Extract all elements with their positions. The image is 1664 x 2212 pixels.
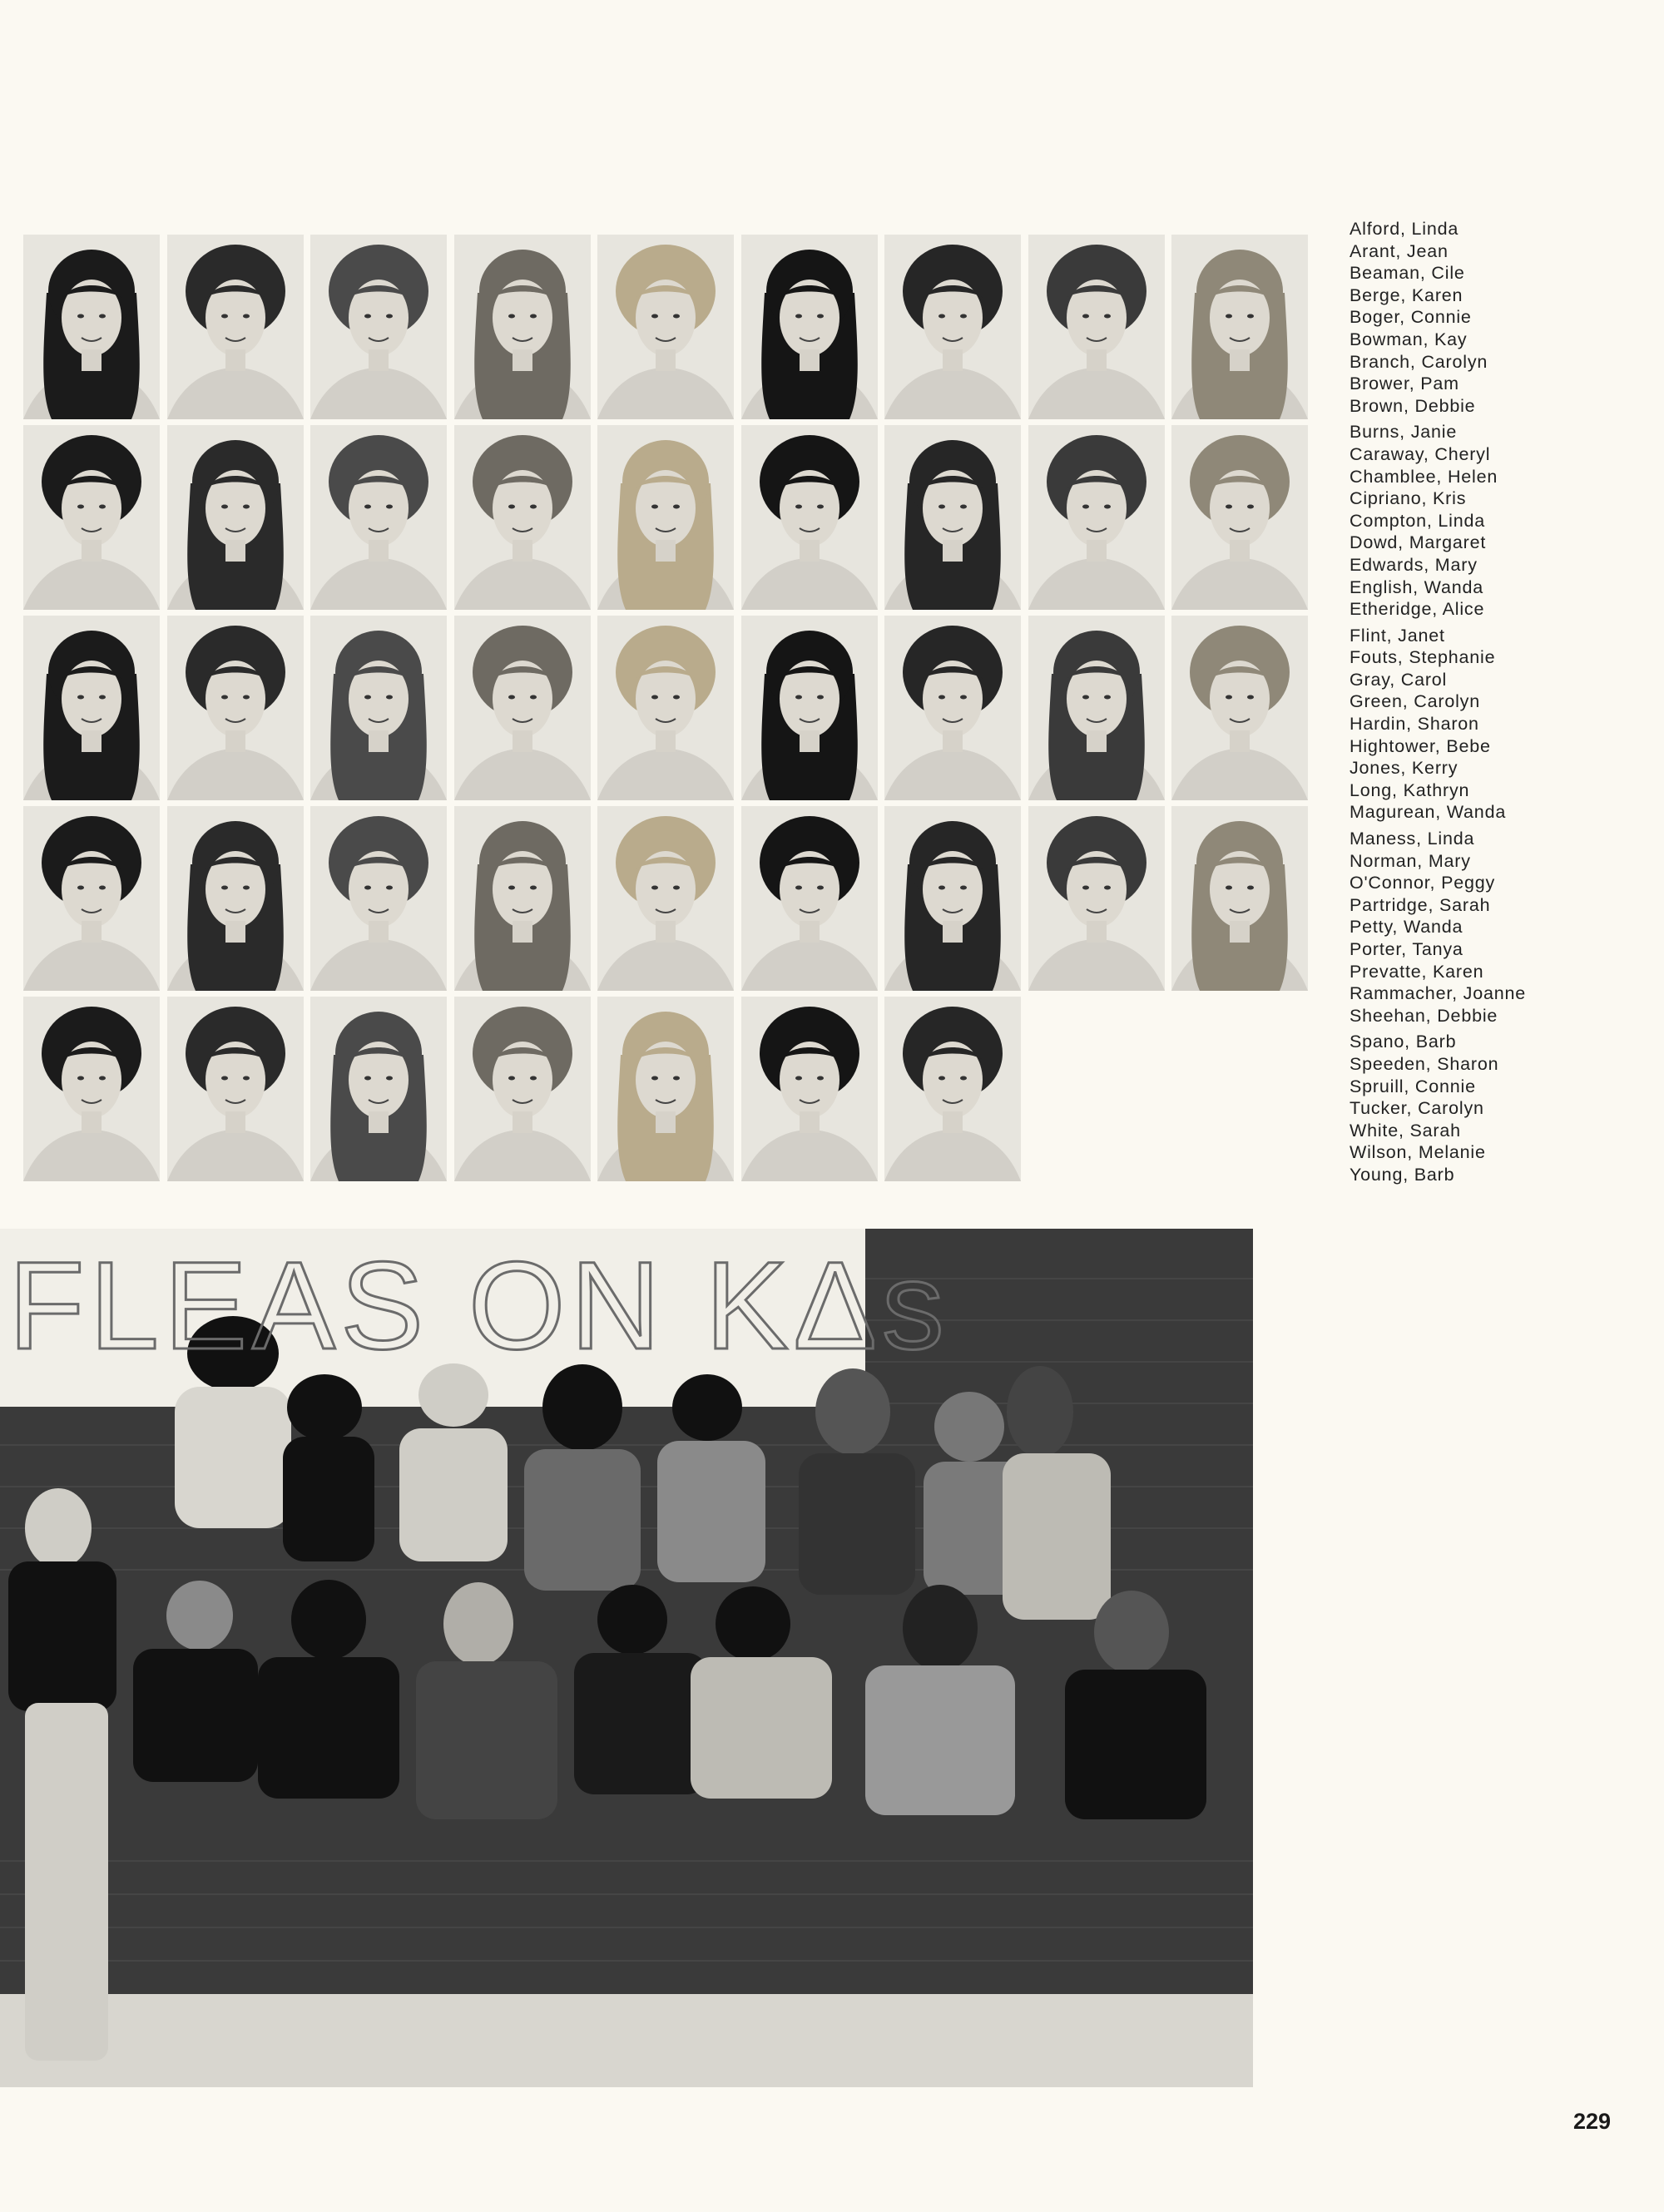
name-entry: Petty, Wanda — [1350, 917, 1463, 938]
portrait-photo — [884, 616, 1021, 800]
name-entry: Speeden, Sharon — [1350, 1053, 1499, 1074]
name-entry: Prevatte, Karen — [1350, 961, 1484, 982]
name-entry: Alford, Linda — [1350, 219, 1459, 239]
name-group — [1350, 828, 1599, 1027]
portrait-photo — [310, 616, 447, 800]
portrait-photo — [23, 616, 160, 800]
name-entry: Brown, Debbie — [1350, 395, 1476, 416]
name-entry: Magurean, Wanda — [1350, 802, 1507, 823]
group-photo — [0, 1229, 1253, 2087]
name-entry: Branch, Carolyn — [1350, 351, 1488, 372]
portrait-photo — [1171, 235, 1308, 419]
portrait-photo — [454, 997, 591, 1181]
portrait-photo — [23, 997, 160, 1181]
portrait-photo — [310, 235, 447, 419]
portrait-photo — [23, 806, 160, 991]
name-entry: Porter, Tanya — [1350, 939, 1463, 959]
portrait-photo — [454, 235, 591, 419]
name-entry: Dowd, Margaret — [1350, 532, 1487, 553]
name-group — [1350, 218, 1599, 417]
portrait-photo — [884, 997, 1021, 1181]
portrait-photo — [23, 425, 160, 610]
portrait-photo — [454, 806, 591, 991]
name-entry: Gray, Carol — [1350, 669, 1448, 690]
name-entry: Young, Barb — [1350, 1164, 1455, 1185]
name-entry: Hightower, Bebe — [1350, 735, 1491, 756]
name-entry: Compton, Linda — [1350, 510, 1485, 531]
name-entry: Brower, Pam — [1350, 374, 1459, 394]
name-entry: Cipriano, Kris — [1350, 488, 1467, 509]
portrait-photo — [741, 425, 878, 610]
portrait-photo — [310, 806, 447, 991]
portrait-photo — [1171, 806, 1308, 991]
name-entry: Beaman, Cile — [1350, 263, 1465, 284]
name-group — [1350, 1031, 1599, 1185]
portrait-photo — [597, 235, 734, 419]
portrait-photo — [310, 425, 447, 610]
portrait-photo — [597, 616, 734, 800]
portrait-photo — [1028, 616, 1165, 800]
name-entry: O'Connor, Peggy — [1350, 873, 1496, 893]
portrait-photo — [167, 806, 304, 991]
name-entry: Bowman, Kay — [1350, 329, 1468, 349]
name-entry: Partridge, Sarah — [1350, 894, 1491, 915]
portrait-photo — [741, 997, 878, 1181]
portrait-photo — [597, 425, 734, 610]
name-list — [1350, 218, 1599, 1190]
name-entry: Jones, Kerry — [1350, 758, 1458, 779]
portrait-photo — [310, 997, 447, 1181]
portrait-photo — [167, 997, 304, 1181]
portrait-photo — [597, 997, 734, 1181]
portrait-photo — [741, 616, 878, 800]
banner-text: FLEAS ON KΔs — [8, 1235, 949, 1375]
portrait-photo — [167, 616, 304, 800]
portrait-photo — [167, 425, 304, 610]
page-number: 229 — [1572, 2109, 1611, 2134]
name-entry: Green, Carolyn — [1350, 691, 1480, 712]
portrait-photo — [23, 235, 160, 419]
name-entry: Fouts, Stephanie — [1350, 647, 1496, 668]
name-entry: Wilson, Melanie — [1350, 1142, 1486, 1163]
portrait-photo — [741, 806, 878, 991]
name-entry: English, Wanda — [1350, 577, 1483, 597]
portrait-photo — [454, 616, 591, 800]
name-entry: Berge, Karen — [1350, 285, 1463, 305]
name-entry: White, Sarah — [1350, 1120, 1461, 1141]
name-entry: Maness, Linda — [1350, 829, 1475, 849]
name-entry: Tucker, Carolyn — [1350, 1098, 1484, 1119]
name-entry: Burns, Janie — [1350, 422, 1458, 443]
name-entry: Chamblee, Helen — [1350, 466, 1498, 487]
name-entry: Etheridge, Alice — [1350, 599, 1485, 620]
name-entry: Norman, Mary — [1350, 850, 1471, 871]
name-entry: Rammacher, Joanne — [1350, 983, 1526, 1004]
name-entry: Spano, Barb — [1350, 1032, 1457, 1052]
portrait-photo — [1171, 425, 1308, 610]
name-entry: Caraway, Cheryl — [1350, 443, 1491, 464]
name-entry: Edwards, Mary — [1350, 554, 1478, 575]
portrait-photo — [884, 235, 1021, 419]
portrait-photo — [884, 425, 1021, 610]
name-entry: Hardin, Sharon — [1350, 714, 1479, 735]
portrait-photo — [884, 806, 1021, 991]
name-group — [1350, 625, 1599, 824]
portrait-photo — [741, 235, 878, 419]
name-entry: Flint, Janet — [1350, 625, 1445, 646]
portrait-photo — [1171, 616, 1308, 800]
portrait-photo — [1028, 425, 1165, 610]
name-entry: Spruill, Connie — [1350, 1076, 1476, 1096]
name-group — [1350, 421, 1599, 620]
portrait-photo — [454, 425, 591, 610]
portrait-photo — [167, 235, 304, 419]
portrait-photo — [1028, 235, 1165, 419]
name-entry: Long, Kathryn — [1350, 779, 1470, 800]
portrait-photo — [1028, 806, 1165, 991]
portrait-grid — [23, 235, 1305, 1183]
name-entry: Arant, Jean — [1350, 240, 1449, 261]
name-entry: Sheehan, Debbie — [1350, 1005, 1498, 1026]
name-entry: Boger, Connie — [1350, 307, 1472, 328]
portrait-photo — [597, 806, 734, 991]
